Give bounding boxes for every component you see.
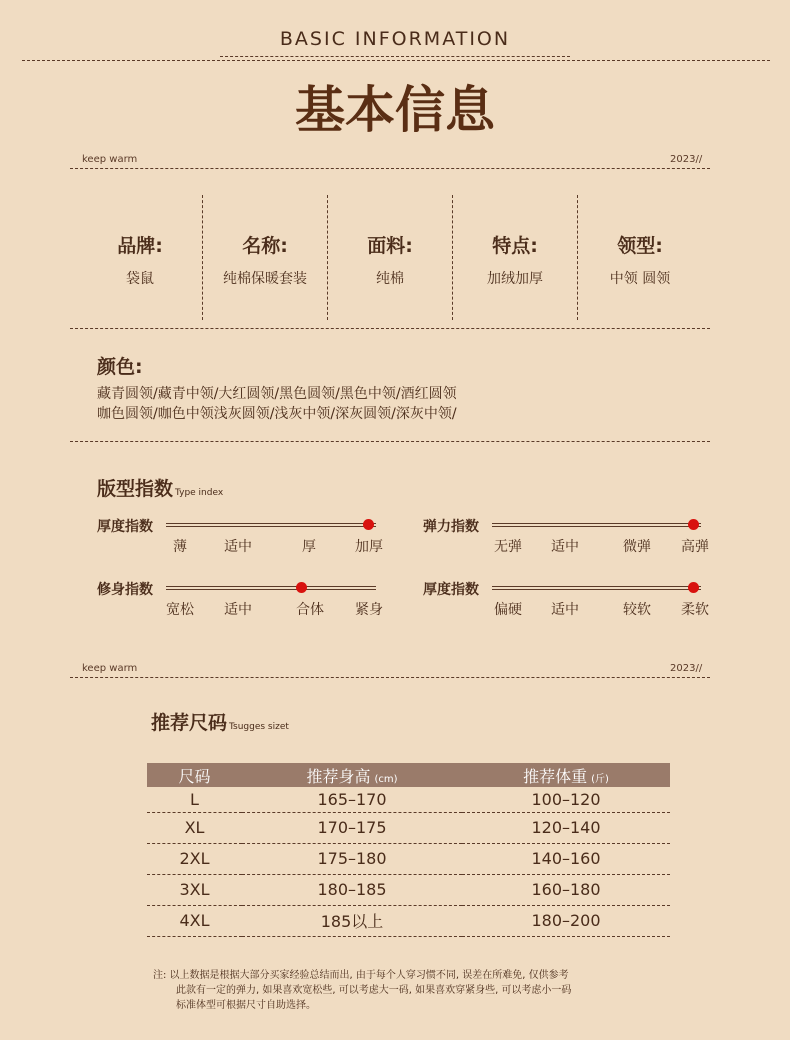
footnote-line: 标准体型可根据尺寸自助选择。 bbox=[176, 1000, 316, 1011]
tag-right: 2023// bbox=[670, 663, 703, 674]
table-row bbox=[147, 905, 670, 936]
index-label-slimness: 修身指数 bbox=[97, 582, 153, 598]
attribute-name bbox=[203, 231, 327, 288]
attribute-value: 加绒加厚 bbox=[487, 271, 543, 287]
index-option: 宽松 bbox=[166, 602, 194, 618]
cell-weight: 140–160 bbox=[462, 843, 670, 874]
colors-line-1: 藏青圆领/藏青中领/大红圆领/黑色圆领/黑色中领/酒红圆领 bbox=[97, 386, 457, 402]
divider bbox=[70, 441, 710, 442]
cell-size: 3XL bbox=[147, 874, 242, 905]
header-english: BASIC INFORMATION bbox=[279, 28, 511, 50]
index-label-thickness: 厚度指数 bbox=[97, 519, 153, 535]
cell-size: L bbox=[147, 787, 242, 812]
attribute-fabric bbox=[328, 231, 452, 288]
index-bar-elasticity bbox=[492, 523, 701, 527]
cell-weight: 100–120 bbox=[462, 787, 670, 812]
cell-height: 180–185 bbox=[242, 874, 462, 905]
size-table-header bbox=[147, 763, 670, 787]
cell-height: 165–170 bbox=[242, 787, 462, 812]
cell-size: 4XL bbox=[147, 905, 242, 936]
attribute-key: 品牌: bbox=[117, 235, 163, 257]
cell-height: 175–180 bbox=[242, 843, 462, 874]
cell-size: XL bbox=[147, 812, 242, 843]
cell-height: 170–175 bbox=[242, 812, 462, 843]
index-option: 适中 bbox=[224, 539, 252, 555]
attribute-value: 中领 圆领 bbox=[609, 271, 671, 287]
header-height: 推荐身高 (cm) bbox=[242, 763, 462, 787]
index-option: 适中 bbox=[551, 602, 579, 618]
footnote bbox=[153, 968, 571, 1013]
index-option: 较软 bbox=[623, 602, 651, 618]
index-option: 无弹 bbox=[494, 539, 522, 555]
index-bar-thickness bbox=[166, 523, 376, 527]
index-marker bbox=[296, 582, 307, 593]
cell-weight: 120–140 bbox=[462, 812, 670, 843]
index-option: 紧身 bbox=[355, 602, 383, 618]
attribute-value: 纯棉 bbox=[376, 271, 404, 287]
index-option: 合体 bbox=[296, 602, 324, 618]
index-option: 微弹 bbox=[623, 539, 651, 555]
header-size: 尺码 bbox=[147, 763, 242, 787]
index-option: 适中 bbox=[551, 539, 579, 555]
index-option: 柔软 bbox=[681, 602, 709, 618]
cell-weight: 180–200 bbox=[462, 905, 670, 936]
index-option: 加厚 bbox=[355, 539, 383, 555]
table-row bbox=[147, 787, 670, 812]
index-marker bbox=[688, 519, 699, 530]
cell-height: 185以上 bbox=[242, 905, 462, 936]
divider bbox=[70, 677, 710, 678]
divider bbox=[70, 328, 710, 329]
attribute-feature bbox=[453, 231, 577, 288]
fit-section-title bbox=[97, 474, 223, 501]
fit-subtitle: Type index bbox=[175, 488, 224, 498]
page-title: 基本信息 bbox=[295, 81, 495, 139]
tag-left: keep warm bbox=[82, 663, 138, 674]
attribute-key: 面料: bbox=[367, 235, 413, 257]
index-bar-softness bbox=[492, 586, 701, 590]
index-marker bbox=[363, 519, 374, 530]
table-row bbox=[147, 843, 670, 874]
index-bar-slimness bbox=[166, 586, 376, 590]
header-divider-long bbox=[22, 60, 770, 61]
header-weight: 推荐体重 (斤) bbox=[462, 763, 670, 787]
size-title: 推荐尺码 bbox=[151, 712, 228, 734]
header-divider-short bbox=[220, 56, 570, 57]
index-option: 薄 bbox=[173, 539, 187, 555]
index-label-elasticity: 弹力指数 bbox=[423, 519, 479, 535]
tag-right: 2023// bbox=[670, 154, 703, 165]
attribute-value: 纯棉保暖套装 bbox=[223, 271, 307, 287]
size-table bbox=[147, 763, 670, 937]
index-option: 偏硬 bbox=[494, 602, 522, 618]
index-marker bbox=[688, 582, 699, 593]
footnote-line: 此款有一定的弹力, 如果喜欢宽松些, 可以考虑大一码, 如果喜欢穿紧身些, 可以考虑小一码 bbox=[176, 985, 572, 996]
tag-left: keep warm bbox=[82, 154, 138, 165]
attribute-value: 袋鼠 bbox=[126, 271, 154, 287]
attribute-collar bbox=[578, 231, 702, 288]
index-option: 适中 bbox=[224, 602, 252, 618]
cell-weight: 160–180 bbox=[462, 874, 670, 905]
attribute-key: 名称: bbox=[242, 235, 288, 257]
cell-size: 2XL bbox=[147, 843, 242, 874]
colors-line-2: 咖色圆领/咖色中领浅灰圆领/浅灰中领/深灰圆领/深灰中领/ bbox=[97, 406, 457, 422]
attribute-brand bbox=[78, 231, 202, 288]
table-row bbox=[147, 812, 670, 843]
attribute-key: 领型: bbox=[617, 235, 663, 257]
size-section-title bbox=[151, 708, 289, 735]
index-option: 厚 bbox=[302, 539, 316, 555]
footnote-line: 注: 以上数据是根据大部分买家经验总结而出, 由于每个人穿习惯不同, 误差在所难免, 仅供参考 bbox=[153, 970, 569, 981]
divider bbox=[70, 168, 710, 169]
index-label-softness: 厚度指数 bbox=[423, 582, 479, 598]
size-subtitle: Tsugges sizet bbox=[229, 722, 289, 732]
index-option: 高弹 bbox=[681, 539, 709, 555]
attribute-key: 特点: bbox=[492, 235, 538, 257]
colors-title: 颜色: bbox=[97, 356, 143, 378]
fit-title: 版型指数 bbox=[97, 478, 174, 500]
table-row bbox=[147, 874, 670, 905]
